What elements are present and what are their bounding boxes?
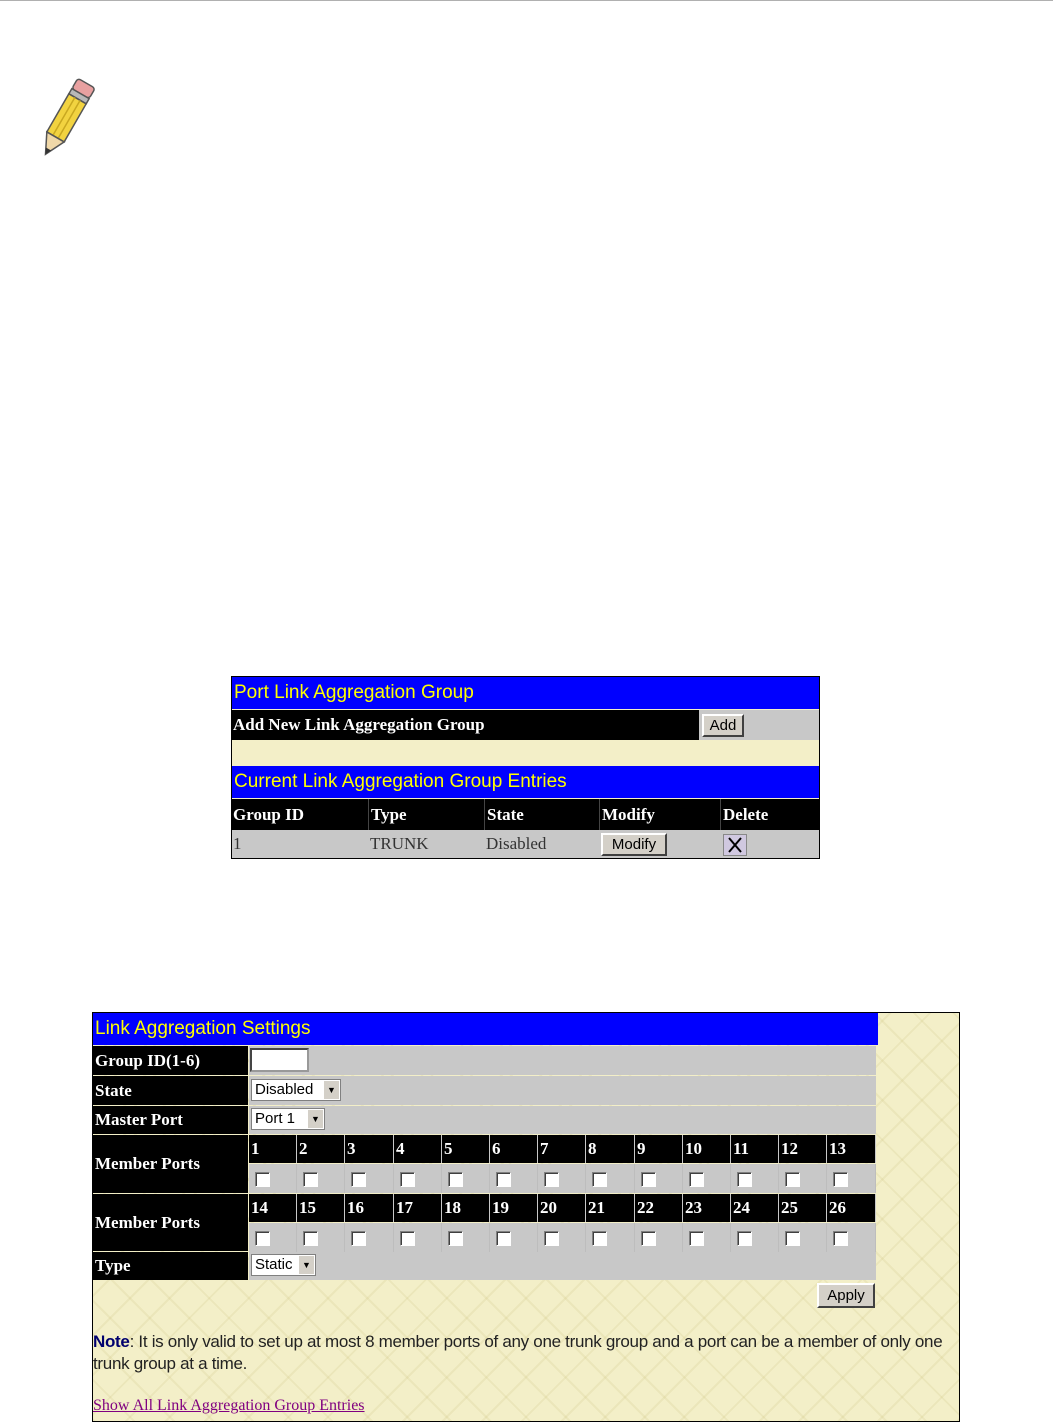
port-checkbox-cell xyxy=(249,1164,297,1193)
port-number-label: 6 xyxy=(490,1135,538,1163)
port-checkbox[interactable] xyxy=(737,1172,752,1187)
row-group-id: 1 xyxy=(233,834,242,853)
port-checkbox[interactable] xyxy=(400,1172,415,1187)
port-link-aggregation-group-panel xyxy=(231,676,820,859)
port-number-label: 8 xyxy=(586,1135,635,1163)
settings-title: Link Aggregation Settings xyxy=(93,1013,878,1045)
port-number-label: 13 xyxy=(827,1135,876,1163)
port-checkbox[interactable] xyxy=(689,1231,704,1246)
port-number-label: 15 xyxy=(297,1194,345,1222)
port-number-label: 7 xyxy=(538,1135,586,1163)
master-port-value: Port 1 xyxy=(255,1110,296,1127)
port-number-label: 14 xyxy=(249,1194,297,1222)
state-cell xyxy=(249,1076,876,1105)
row-type: TRUNK xyxy=(370,834,429,853)
port-checkbox-cell xyxy=(827,1164,876,1193)
port-checkbox-cell xyxy=(297,1164,345,1193)
close-icon xyxy=(724,835,746,855)
port-checkbox[interactable] xyxy=(785,1172,800,1187)
port-checkbox-cell xyxy=(683,1223,731,1252)
type-value: Static xyxy=(255,1256,293,1273)
port-number-label: 21 xyxy=(586,1194,635,1222)
group-id-label: Group ID(1-6) xyxy=(93,1046,248,1075)
port-checkbox[interactable] xyxy=(400,1231,415,1246)
port-number-label: 22 xyxy=(635,1194,683,1222)
page-top-rule xyxy=(0,0,1053,1)
port-checkbox[interactable] xyxy=(351,1231,366,1246)
port-checkbox-cell xyxy=(394,1223,442,1252)
chevron-down-icon: ▼ xyxy=(307,1110,323,1128)
col-type: Type xyxy=(368,799,484,830)
port-checkbox-cell xyxy=(586,1223,635,1252)
chevron-down-icon: ▼ xyxy=(298,1256,314,1274)
port-number-label: 5 xyxy=(442,1135,490,1163)
port-checkbox-cell xyxy=(779,1164,827,1193)
type-cell xyxy=(249,1252,876,1280)
port-checkbox-cell xyxy=(538,1164,586,1193)
port-number-label: 10 xyxy=(683,1135,731,1163)
member-ports-label: Member Ports xyxy=(93,1135,248,1193)
group-id-cell xyxy=(249,1046,876,1075)
chevron-down-icon: ▼ xyxy=(323,1081,339,1099)
state-select[interactable] xyxy=(251,1079,341,1101)
entries-title: Current Link Aggregation Group Entries xyxy=(232,766,819,798)
port-checkbox-cell xyxy=(538,1223,586,1252)
port-checkbox[interactable] xyxy=(737,1231,752,1246)
state-value: Disabled xyxy=(255,1081,314,1098)
group-id-input[interactable] xyxy=(250,1048,309,1072)
apply-button[interactable]: Apply xyxy=(817,1283,875,1308)
port-number-label: 2 xyxy=(297,1135,345,1163)
note-label: Note xyxy=(93,1332,130,1351)
port-checkbox-cell xyxy=(635,1164,683,1193)
col-delete: Delete xyxy=(720,799,819,830)
port-checkbox[interactable] xyxy=(544,1231,559,1246)
port-number-label: 17 xyxy=(394,1194,442,1222)
port-checkbox[interactable] xyxy=(641,1231,656,1246)
modify-button[interactable]: Modify xyxy=(601,833,667,856)
port-checkbox-cell xyxy=(779,1223,827,1252)
port-number-label: 12 xyxy=(779,1135,827,1163)
port-number-label: 3 xyxy=(345,1135,394,1163)
port-checkbox-cell xyxy=(490,1164,538,1193)
port-checkbox[interactable] xyxy=(255,1172,270,1187)
port-checkbox-cell xyxy=(731,1223,779,1252)
port-checkbox[interactable] xyxy=(544,1172,559,1187)
link-aggregation-settings-panel xyxy=(92,1012,960,1422)
port-checkbox[interactable] xyxy=(641,1172,656,1187)
port-number-label: 18 xyxy=(442,1194,490,1222)
port-checkbox-cell xyxy=(345,1164,394,1193)
port-checkbox[interactable] xyxy=(592,1172,607,1187)
port-checkbox[interactable] xyxy=(833,1231,848,1246)
port-checkbox[interactable] xyxy=(496,1172,511,1187)
port-number-label: 20 xyxy=(538,1194,586,1222)
port-checkbox-cell xyxy=(827,1223,876,1252)
add-new-group-label: Add New Link Aggregation Group xyxy=(232,710,699,740)
col-state: State xyxy=(484,799,599,830)
note-text xyxy=(93,1331,959,1375)
member-ports-label: Member Ports xyxy=(93,1194,248,1251)
port-number-label: 23 xyxy=(683,1194,731,1222)
add-button[interactable]: Add xyxy=(702,714,744,737)
show-all-entries-link[interactable]: Show All Link Aggregation Group Entries xyxy=(93,1397,365,1414)
port-checkbox[interactable] xyxy=(448,1172,463,1187)
type-label: Type xyxy=(93,1252,248,1280)
type-select[interactable] xyxy=(251,1254,316,1276)
port-checkbox[interactable] xyxy=(448,1231,463,1246)
row-state: Disabled xyxy=(486,834,547,853)
port-number-label: 24 xyxy=(731,1194,779,1222)
port-checkbox-cell xyxy=(586,1164,635,1193)
pencil-icon xyxy=(30,70,105,165)
port-checkbox[interactable] xyxy=(592,1231,607,1246)
port-number-label: 26 xyxy=(827,1194,876,1222)
col-modify: Modify xyxy=(599,799,720,830)
port-checkbox-cell xyxy=(394,1164,442,1193)
port-checkbox-cell xyxy=(442,1164,490,1193)
port-checkbox-cell xyxy=(731,1164,779,1193)
port-checkbox-cell xyxy=(249,1223,297,1252)
port-checkbox[interactable] xyxy=(833,1172,848,1187)
port-checkbox-cell xyxy=(345,1223,394,1252)
port-checkbox[interactable] xyxy=(303,1172,318,1187)
port-checkbox[interactable] xyxy=(351,1172,366,1187)
port-checkbox[interactable] xyxy=(496,1231,511,1246)
port-checkbox[interactable] xyxy=(785,1231,800,1246)
port-checkbox[interactable] xyxy=(303,1231,318,1246)
port-checkbox[interactable] xyxy=(689,1172,704,1187)
port-number-label: 9 xyxy=(635,1135,683,1163)
port-number-label: 25 xyxy=(779,1194,827,1222)
port-checkbox-cell xyxy=(635,1223,683,1252)
state-label: State xyxy=(93,1076,248,1105)
col-group-id: Group ID xyxy=(232,799,368,830)
port-checkbox-cell xyxy=(683,1164,731,1193)
master-port-label: Master Port xyxy=(93,1106,248,1134)
port-number-label: 19 xyxy=(490,1194,538,1222)
panel-title: Port Link Aggregation Group xyxy=(232,677,819,709)
master-port-cell xyxy=(249,1106,876,1134)
port-number-label: 16 xyxy=(345,1194,394,1222)
port-checkbox-cell xyxy=(442,1223,490,1252)
port-number-label: 1 xyxy=(249,1135,297,1163)
note-body: : It is only valid to set up at most 8 member ports of any one trunk group and a port can be a member of only one trunk group at a time. xyxy=(93,1332,943,1373)
port-checkbox[interactable] xyxy=(255,1231,270,1246)
spacer-row xyxy=(232,740,819,766)
delete-button[interactable] xyxy=(723,834,747,856)
master-port-select[interactable] xyxy=(251,1108,325,1130)
port-checkbox-cell xyxy=(490,1223,538,1252)
port-number-label: 4 xyxy=(394,1135,442,1163)
port-number-label: 11 xyxy=(731,1135,779,1163)
port-checkbox-cell xyxy=(297,1223,345,1252)
